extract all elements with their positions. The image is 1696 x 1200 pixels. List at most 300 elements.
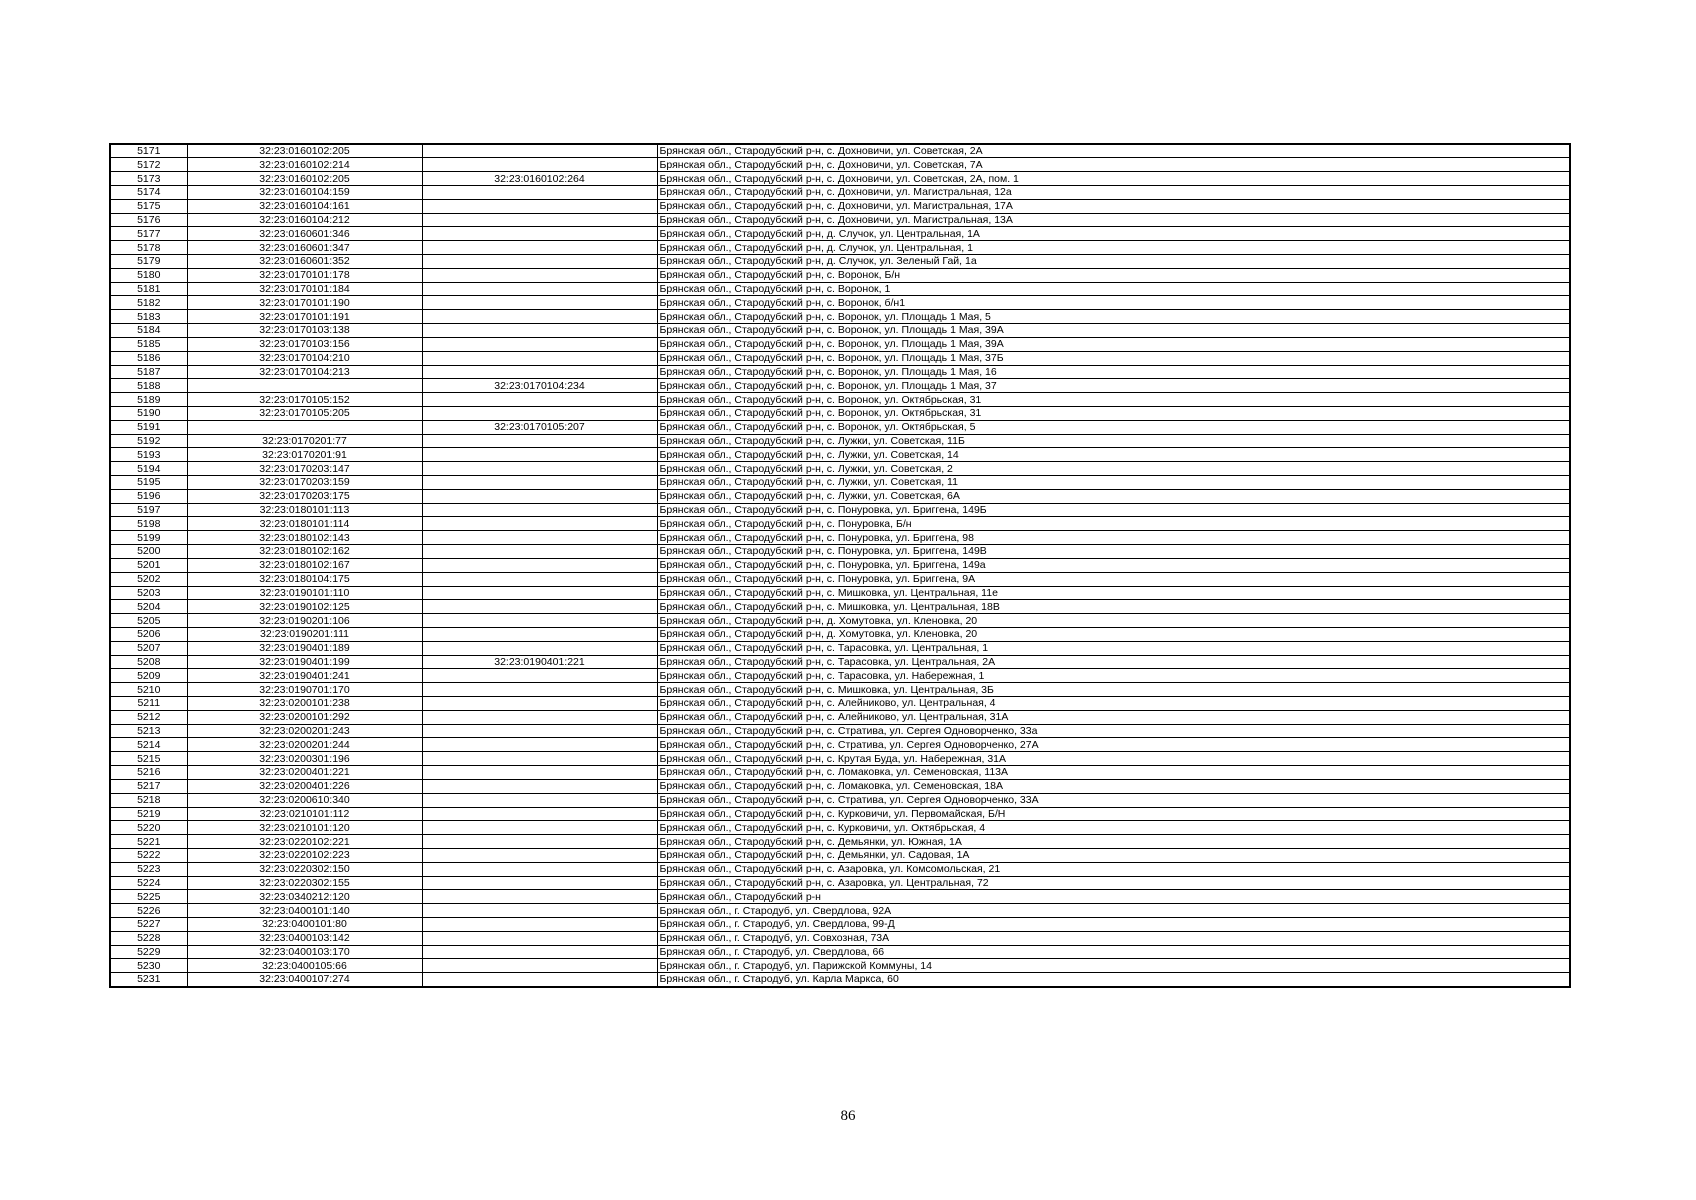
- parent-cadastral-number-cell: [422, 641, 657, 655]
- parent-cadastral-number-cell: [422, 337, 657, 351]
- parent-cadastral-number-cell: [422, 545, 657, 559]
- table-row: [110, 324, 1570, 338]
- table-row: [110, 779, 1570, 793]
- table-row: [110, 931, 1570, 945]
- cadastral-number-cell: 32:23:0180101:113: [187, 503, 422, 517]
- table-row: [110, 918, 1570, 932]
- row-number-cell: 5184: [110, 324, 187, 338]
- cadastral-number-cell: 32:23:0190201:111: [187, 627, 422, 641]
- row-number-cell: 5206: [110, 627, 187, 641]
- table-row: [110, 683, 1570, 697]
- cadastral-number-cell: 32:23:0170105:205: [187, 406, 422, 420]
- address-cell: Брянская обл., Стародубский р-н, с. Воронок, ул. Октябрьская, 31: [657, 406, 1570, 420]
- table-row: [110, 241, 1570, 255]
- cadastral-number-cell: 32:23:0160601:347: [187, 241, 422, 255]
- parent-cadastral-number-cell: [422, 904, 657, 918]
- cadastral-number-cell: 32:23:0190401:241: [187, 669, 422, 683]
- parent-cadastral-number-cell: 32:23:0190401:221: [422, 655, 657, 669]
- cadastral-number-cell: 32:23:0170104:213: [187, 365, 422, 379]
- cadastral-number-cell: 32:23:0180102:143: [187, 531, 422, 545]
- row-number-cell: 5180: [110, 268, 187, 282]
- table-row: [110, 724, 1570, 738]
- cadastral-number-cell: 32:23:0170103:156: [187, 337, 422, 351]
- parent-cadastral-number-cell: [422, 890, 657, 904]
- parent-cadastral-number-cell: [422, 614, 657, 628]
- table-row: [110, 185, 1570, 199]
- row-number-cell: 5222: [110, 848, 187, 862]
- parent-cadastral-number-cell: [422, 821, 657, 835]
- row-number-cell: 5188: [110, 379, 187, 393]
- address-cell: Брянская обл., Стародубский р-н, с. Тарасовка, ул. Набережная, 1: [657, 669, 1570, 683]
- parent-cadastral-number-cell: [422, 807, 657, 821]
- address-cell: Брянская обл., Стародубский р-н, с. Лужки, ул. Советская, 6А: [657, 489, 1570, 503]
- cadastral-number-cell: 32:23:0160104:212: [187, 213, 422, 227]
- address-cell: Брянская обл., г. Стародуб, ул. Совхозная, 73А: [657, 931, 1570, 945]
- parent-cadastral-number-cell: [422, 282, 657, 296]
- address-cell: Брянская обл., Стародубский р-н, с. Мишковка, ул. Центральная, 18В: [657, 600, 1570, 614]
- parent-cadastral-number-cell: [422, 227, 657, 241]
- row-number-cell: 5217: [110, 779, 187, 793]
- address-cell: Брянская обл., г. Стародуб, ул. Карла Маркса, 60: [657, 973, 1570, 987]
- table-row: [110, 710, 1570, 724]
- parent-cadastral-number-cell: [422, 779, 657, 793]
- parent-cadastral-number-cell: [422, 365, 657, 379]
- address-cell: Брянская обл., Стародубский р-н, с. Воронок, ул. Площадь 1 Мая, 37: [657, 379, 1570, 393]
- cadastral-number-cell: 32:23:0200301:196: [187, 752, 422, 766]
- row-number-cell: 5198: [110, 517, 187, 531]
- row-number-cell: 5185: [110, 337, 187, 351]
- row-number-cell: 5218: [110, 793, 187, 807]
- table-row: [110, 945, 1570, 959]
- parent-cadastral-number-cell: [422, 600, 657, 614]
- cadastral-number-cell: 32:23:0340212:120: [187, 890, 422, 904]
- address-cell: Брянская обл., Стародубский р-н, с. Стратива, ул. Сергея Одноворченко, 27А: [657, 738, 1570, 752]
- address-cell: Брянская обл., Стародубский р-н, д. Хомутовка, ул. Кленовка, 20: [657, 614, 1570, 628]
- address-cell: Брянская обл., Стародубский р-н, д. Хомутовка, ул. Кленовка, 20: [657, 627, 1570, 641]
- address-cell: Брянская обл., Стародубский р-н, с. Воронок, ул. Площадь 1 Мая, 39А: [657, 324, 1570, 338]
- table-row: [110, 434, 1570, 448]
- row-number-cell: 5193: [110, 448, 187, 462]
- table-row: [110, 255, 1570, 269]
- cadastral-number-cell: 32:23:0200201:244: [187, 738, 422, 752]
- address-cell: Брянская обл., Стародубский р-н, с. Воронок, ул. Площадь 1 Мая, 5: [657, 310, 1570, 324]
- row-number-cell: 5191: [110, 420, 187, 434]
- cadastral-number-cell: 32:23:0200101:292: [187, 710, 422, 724]
- row-number-cell: 5216: [110, 766, 187, 780]
- parent-cadastral-number-cell: [422, 848, 657, 862]
- parent-cadastral-number-cell: [422, 627, 657, 641]
- address-cell: Брянская обл., Стародубский р-н, с. Дохновичи, ул. Советская, 2А, пом. 1: [657, 172, 1570, 186]
- table-row: [110, 158, 1570, 172]
- row-number-cell: 5194: [110, 462, 187, 476]
- address-cell: Брянская обл., Стародубский р-н, с. Тарасовка, ул. Центральная, 1: [657, 641, 1570, 655]
- table-row: [110, 172, 1570, 186]
- cadastral-number-cell: 32:23:0200610:340: [187, 793, 422, 807]
- address-cell: Брянская обл., Стародубский р-н, с. Стратива, ул. Сергея Одноворченко, 33а: [657, 724, 1570, 738]
- table-row: [110, 973, 1570, 987]
- parent-cadastral-number-cell: [422, 558, 657, 572]
- address-cell: Брянская обл., Стародубский р-н, с. Ломаковка, ул. Семеновская, 113А: [657, 766, 1570, 780]
- table-row: [110, 268, 1570, 282]
- cadastral-number-cell: 32:23:0170203:175: [187, 489, 422, 503]
- address-cell: Брянская обл., Стародубский р-н, с. Лужки, ул. Советская, 11Б: [657, 434, 1570, 448]
- cadastral-number-cell: 32:23:0160102:205: [187, 144, 422, 158]
- row-number-cell: 5182: [110, 296, 187, 310]
- table-row: [110, 697, 1570, 711]
- parent-cadastral-number-cell: [422, 876, 657, 890]
- parent-cadastral-number-cell: [422, 144, 657, 158]
- parent-cadastral-number-cell: [422, 710, 657, 724]
- table-row: [110, 669, 1570, 683]
- table-row: [110, 227, 1570, 241]
- row-number-cell: 5192: [110, 434, 187, 448]
- cadastral-number-cell: 32:23:0170105:152: [187, 393, 422, 407]
- address-cell: Брянская обл., Стародубский р-н, с. Алейниково, ул. Центральная, 4: [657, 697, 1570, 711]
- row-number-cell: 5210: [110, 683, 187, 697]
- table-row: [110, 199, 1570, 213]
- cadastral-number-cell: 32:23:0160601:352: [187, 255, 422, 269]
- cadastral-number-cell: 32:23:0190401:189: [187, 641, 422, 655]
- table-row: [110, 531, 1570, 545]
- table-row: [110, 627, 1570, 641]
- row-number-cell: 5219: [110, 807, 187, 821]
- row-number-cell: 5174: [110, 185, 187, 199]
- cadastral-number-cell: [187, 379, 422, 393]
- row-number-cell: 5227: [110, 918, 187, 932]
- table-row: [110, 738, 1570, 752]
- address-cell: Брянская обл., Стародубский р-н, с. Дохновичи, ул. Магистральная, 17А: [657, 199, 1570, 213]
- cadastral-number-cell: 32:23:0170101:184: [187, 282, 422, 296]
- row-number-cell: 5176: [110, 213, 187, 227]
- address-cell: Брянская обл., Стародубский р-н, с. Демьянки, ул. Садовая, 1А: [657, 848, 1570, 862]
- row-number-cell: 5201: [110, 558, 187, 572]
- table-row: [110, 876, 1570, 890]
- row-number-cell: 5175: [110, 199, 187, 213]
- address-cell: Брянская обл., Стародубский р-н, с. Понуровка, ул. Бриггена, 98: [657, 531, 1570, 545]
- row-number-cell: 5220: [110, 821, 187, 835]
- row-number-cell: 5179: [110, 255, 187, 269]
- cadastral-number-cell: 32:23:0400103:142: [187, 931, 422, 945]
- table-row: [110, 144, 1570, 158]
- table-row: [110, 641, 1570, 655]
- row-number-cell: 5229: [110, 945, 187, 959]
- row-number-cell: 5228: [110, 931, 187, 945]
- address-cell: Брянская обл., Стародубский р-н, с. Воронок, ул. Октябрьская, 5: [657, 420, 1570, 434]
- row-number-cell: 5205: [110, 614, 187, 628]
- table-row: [110, 793, 1570, 807]
- address-cell: Брянская обл., Стародубский р-н, с. Мишковка, ул. Центральная, 3Б: [657, 683, 1570, 697]
- address-cell: Брянская обл., Стародубский р-н, с. Воронок, ул. Площадь 1 Мая, 37Б: [657, 351, 1570, 365]
- parent-cadastral-number-cell: [422, 393, 657, 407]
- table-row: [110, 890, 1570, 904]
- row-number-cell: 5195: [110, 476, 187, 490]
- address-cell: Брянская обл., Стародубский р-н, с. Курковичи, ул. Первомайская, Б/Н: [657, 807, 1570, 821]
- parent-cadastral-number-cell: [422, 241, 657, 255]
- address-cell: Брянская обл., Стародубский р-н, д. Случок, ул. Центральная, 1: [657, 241, 1570, 255]
- table-row: [110, 848, 1570, 862]
- row-number-cell: 5209: [110, 669, 187, 683]
- cadastral-number-cell: 32:23:0220302:155: [187, 876, 422, 890]
- parent-cadastral-number-cell: [422, 503, 657, 517]
- parent-cadastral-number-cell: [422, 448, 657, 462]
- address-cell: Брянская обл., Стародубский р-н, с. Мишковка, ул. Центральная, 11е: [657, 586, 1570, 600]
- cadastral-number-cell: 32:23:0160601:346: [187, 227, 422, 241]
- row-number-cell: 5199: [110, 531, 187, 545]
- address-cell: Брянская обл., Стародубский р-н: [657, 890, 1570, 904]
- table-row: [110, 365, 1570, 379]
- table-row: [110, 489, 1570, 503]
- row-number-cell: 5221: [110, 835, 187, 849]
- table-row: [110, 821, 1570, 835]
- parent-cadastral-number-cell: [422, 752, 657, 766]
- row-number-cell: 5171: [110, 144, 187, 158]
- cadastral-number-cell: 32:23:0170201:77: [187, 434, 422, 448]
- row-number-cell: 5177: [110, 227, 187, 241]
- row-number-cell: 5225: [110, 890, 187, 904]
- row-number-cell: 5189: [110, 393, 187, 407]
- row-number-cell: 5187: [110, 365, 187, 379]
- parent-cadastral-number-cell: [422, 862, 657, 876]
- table-row: [110, 503, 1570, 517]
- row-number-cell: 5197: [110, 503, 187, 517]
- address-cell: Брянская обл., Стародубский р-н, с. Воронок, Б/н: [657, 268, 1570, 282]
- cadastral-number-cell: 32:23:0180102:167: [187, 558, 422, 572]
- parent-cadastral-number-cell: [422, 945, 657, 959]
- table-row: [110, 558, 1570, 572]
- parent-cadastral-number-cell: [422, 572, 657, 586]
- table-row: [110, 586, 1570, 600]
- table-row: [110, 752, 1570, 766]
- address-cell: Брянская обл., г. Стародуб, ул. Свердлова, 92А: [657, 904, 1570, 918]
- parent-cadastral-number-cell: [422, 973, 657, 987]
- cadastral-number-cell: 32:23:0210101:120: [187, 821, 422, 835]
- cadastral-number-cell: 32:23:0170101:190: [187, 296, 422, 310]
- address-cell: Брянская обл., Стародубский р-н, с. Понуровка, ул. Бриггена, 9А: [657, 572, 1570, 586]
- address-cell: Брянская обл., г. Стародуб, ул. Парижской Коммуны, 14: [657, 959, 1570, 973]
- parent-cadastral-number-cell: [422, 434, 657, 448]
- row-number-cell: 5208: [110, 655, 187, 669]
- cadastral-number-cell: 32:23:0200201:243: [187, 724, 422, 738]
- address-cell: Брянская обл., Стародубский р-н, с. Лужки, ул. Советская, 2: [657, 462, 1570, 476]
- table-row: [110, 462, 1570, 476]
- table-row: [110, 296, 1570, 310]
- row-number-cell: 5224: [110, 876, 187, 890]
- cadastral-number-cell: 32:23:0400107:274: [187, 973, 422, 987]
- row-number-cell: 5231: [110, 973, 187, 987]
- address-cell: Брянская обл., г. Стародуб, ул. Свердлова, 99-Д: [657, 918, 1570, 932]
- row-number-cell: 5186: [110, 351, 187, 365]
- row-number-cell: 5172: [110, 158, 187, 172]
- cadastral-number-cell: 32:23:0170201:91: [187, 448, 422, 462]
- cadastral-number-cell: 32:23:0160102:205: [187, 172, 422, 186]
- table-row: [110, 807, 1570, 821]
- parent-cadastral-number-cell: 32:23:0160102:264: [422, 172, 657, 186]
- address-cell: Брянская обл., Стародубский р-н, с. Дохновичи, ул. Магистральная, 13А: [657, 213, 1570, 227]
- row-number-cell: 5202: [110, 572, 187, 586]
- row-number-cell: 5196: [110, 489, 187, 503]
- table-row: [110, 379, 1570, 393]
- address-cell: Брянская обл., Стародубский р-н, с. Курковичи, ул. Октябрьская, 4: [657, 821, 1570, 835]
- cadastral-number-cell: 32:23:0220102:223: [187, 848, 422, 862]
- cadastral-number-cell: 32:23:0190701:170: [187, 683, 422, 697]
- cadastral-number-cell: 32:23:0180104:175: [187, 572, 422, 586]
- row-number-cell: 5211: [110, 697, 187, 711]
- parent-cadastral-number-cell: [422, 683, 657, 697]
- address-cell: Брянская обл., Стародубский р-н, с. Воронок, ул. Октябрьская, 31: [657, 393, 1570, 407]
- cadastral-number-cell: 32:23:0400101:140: [187, 904, 422, 918]
- row-number-cell: 5190: [110, 406, 187, 420]
- table-row: [110, 282, 1570, 296]
- address-cell: Брянская обл., Стародубский р-н, д. Случок, ул. Центральная, 1А: [657, 227, 1570, 241]
- row-number-cell: 5178: [110, 241, 187, 255]
- parent-cadastral-number-cell: [422, 406, 657, 420]
- parent-cadastral-number-cell: [422, 531, 657, 545]
- table-row: [110, 310, 1570, 324]
- row-number-cell: 5203: [110, 586, 187, 600]
- cadastral-number-cell: 32:23:0160104:159: [187, 185, 422, 199]
- row-number-cell: 5226: [110, 904, 187, 918]
- parent-cadastral-number-cell: [422, 158, 657, 172]
- cadastral-number-cell: 32:23:0160102:214: [187, 158, 422, 172]
- row-number-cell: 5230: [110, 959, 187, 973]
- row-number-cell: 5200: [110, 545, 187, 559]
- row-number-cell: 5215: [110, 752, 187, 766]
- parent-cadastral-number-cell: [422, 931, 657, 945]
- address-cell: Брянская обл., Стародубский р-н, с. Понуровка, ул. Бриггена, 149Б: [657, 503, 1570, 517]
- address-cell: Брянская обл., Стародубский р-н, с. Дохновичи, ул. Советская, 2А: [657, 144, 1570, 158]
- table-row: [110, 517, 1570, 531]
- parent-cadastral-number-cell: [422, 324, 657, 338]
- table-row: [110, 393, 1570, 407]
- page-number: 86: [840, 1108, 856, 1124]
- cadastral-number-cell: 32:23:0400103:170: [187, 945, 422, 959]
- parent-cadastral-number-cell: 32:23:0170105:207: [422, 420, 657, 434]
- cadastral-number-cell: 32:23:0200101:238: [187, 697, 422, 711]
- cadastral-number-cell: 32:23:0190201:106: [187, 614, 422, 628]
- table-row: [110, 655, 1570, 669]
- cadastral-number-cell: 32:23:0180102:162: [187, 545, 422, 559]
- address-cell: Брянская обл., Стародубский р-н, с. Лужки, ул. Советская, 11: [657, 476, 1570, 490]
- row-number-cell: 5207: [110, 641, 187, 655]
- table-row: [110, 337, 1570, 351]
- table-row: [110, 600, 1570, 614]
- parent-cadastral-number-cell: [422, 586, 657, 600]
- parent-cadastral-number-cell: [422, 310, 657, 324]
- address-cell: Брянская обл., Стародубский р-н, с. Воронок, ул. Площадь 1 Мая, 39А: [657, 337, 1570, 351]
- cadastral-number-cell: 32:23:0220302:150: [187, 862, 422, 876]
- table-row: [110, 406, 1570, 420]
- parent-cadastral-number-cell: [422, 793, 657, 807]
- address-cell: Брянская обл., Стародубский р-н, с. Лужки, ул. Советская, 14: [657, 448, 1570, 462]
- parent-cadastral-number-cell: [422, 697, 657, 711]
- row-number-cell: 5181: [110, 282, 187, 296]
- registry-table: [109, 143, 1571, 988]
- table-row: [110, 351, 1570, 365]
- table-row: [110, 213, 1570, 227]
- table-row: [110, 572, 1570, 586]
- cadastral-number-cell: 32:23:0400101:80: [187, 918, 422, 932]
- address-cell: Брянская обл., Стародубский р-н, с. Крутая Буда, ул. Набережная, 31А: [657, 752, 1570, 766]
- address-cell: Брянская обл., Стародубский р-н, с. Ломаковка, ул. Семеновская, 18А: [657, 779, 1570, 793]
- cadastral-number-cell: 32:23:0180101:114: [187, 517, 422, 531]
- row-number-cell: 5212: [110, 710, 187, 724]
- cadastral-number-cell: 32:23:0210101:112: [187, 807, 422, 821]
- row-number-cell: 5223: [110, 862, 187, 876]
- table-row: [110, 545, 1570, 559]
- cadastral-number-cell: 32:23:0190401:199: [187, 655, 422, 669]
- table-row: [110, 959, 1570, 973]
- address-cell: Брянская обл., Стародубский р-н, с. Дохновичи, ул. Советская, 7А: [657, 158, 1570, 172]
- address-cell: Брянская обл., Стародубский р-н, с. Понуровка, Б/н: [657, 517, 1570, 531]
- row-number-cell: 5213: [110, 724, 187, 738]
- address-cell: Брянская обл., Стародубский р-н, с. Понуровка, ул. Бриггена, 149В: [657, 545, 1570, 559]
- parent-cadastral-number-cell: [422, 462, 657, 476]
- parent-cadastral-number-cell: [422, 517, 657, 531]
- table-row: [110, 614, 1570, 628]
- parent-cadastral-number-cell: [422, 738, 657, 752]
- parent-cadastral-number-cell: [422, 185, 657, 199]
- cadastral-number-cell: [187, 420, 422, 434]
- cadastral-number-cell: 32:23:0170203:147: [187, 462, 422, 476]
- row-number-cell: 5183: [110, 310, 187, 324]
- address-cell: Брянская обл., Стародубский р-н, с. Воронок, 1: [657, 282, 1570, 296]
- cadastral-number-cell: 32:23:0400105:66: [187, 959, 422, 973]
- parent-cadastral-number-cell: [422, 213, 657, 227]
- table-row: [110, 476, 1570, 490]
- cadastral-number-cell: 32:23:0170101:178: [187, 268, 422, 282]
- parent-cadastral-number-cell: [422, 724, 657, 738]
- cadastral-number-cell: 32:23:0170203:159: [187, 476, 422, 490]
- cadastral-number-cell: 32:23:0220102:221: [187, 835, 422, 849]
- table-row: [110, 835, 1570, 849]
- address-cell: Брянская обл., Стародубский р-н, с. Тарасовка, ул. Центральная, 2А: [657, 655, 1570, 669]
- table-row: [110, 862, 1570, 876]
- parent-cadastral-number-cell: [422, 296, 657, 310]
- parent-cadastral-number-cell: [422, 489, 657, 503]
- address-cell: Брянская обл., г. Стародуб, ул. Свердлова, 66: [657, 945, 1570, 959]
- address-cell: Брянская обл., Стародубский р-н, с. Азаровка, ул. Комсомольская, 21: [657, 862, 1570, 876]
- parent-cadastral-number-cell: [422, 268, 657, 282]
- cadastral-number-cell: 32:23:0200401:221: [187, 766, 422, 780]
- address-cell: Брянская обл., Стародубский р-н, с. Дохновичи, ул. Магистральная, 12а: [657, 185, 1570, 199]
- parent-cadastral-number-cell: [422, 255, 657, 269]
- table-row: [110, 904, 1570, 918]
- parent-cadastral-number-cell: [422, 835, 657, 849]
- parent-cadastral-number-cell: [422, 669, 657, 683]
- cadastral-number-cell: 32:23:0160104:161: [187, 199, 422, 213]
- row-number-cell: 5173: [110, 172, 187, 186]
- registry-table-body: [110, 144, 1570, 987]
- parent-cadastral-number-cell: [422, 766, 657, 780]
- address-cell: Брянская обл., Стародубский р-н, с. Воронок, б/н1: [657, 296, 1570, 310]
- address-cell: Брянская обл., Стародубский р-н, с. Воронок, ул. Площадь 1 Мая, 16: [657, 365, 1570, 379]
- address-cell: Брянская обл., Стародубский р-н, с. Понуровка, ул. Бриггена, 149а: [657, 558, 1570, 572]
- parent-cadastral-number-cell: [422, 476, 657, 490]
- cadastral-number-cell: 32:23:0170101:191: [187, 310, 422, 324]
- table-row: [110, 766, 1570, 780]
- address-cell: Брянская обл., Стародубский р-н, с. Демьянки, ул. Южная, 1А: [657, 835, 1570, 849]
- address-cell: Брянская обл., Стародубский р-н, д. Случок, ул. Зеленый Гай, 1а: [657, 255, 1570, 269]
- row-number-cell: 5204: [110, 600, 187, 614]
- cadastral-number-cell: 32:23:0190101:110: [187, 586, 422, 600]
- parent-cadastral-number-cell: [422, 351, 657, 365]
- address-cell: Брянская обл., Стародубский р-н, с. Алейниково, ул. Центральная, 31А: [657, 710, 1570, 724]
- cadastral-number-cell: 32:23:0200401:226: [187, 779, 422, 793]
- cadastral-number-cell: 32:23:0170103:138: [187, 324, 422, 338]
- parent-cadastral-number-cell: [422, 199, 657, 213]
- table-row: [110, 420, 1570, 434]
- table-row: [110, 448, 1570, 462]
